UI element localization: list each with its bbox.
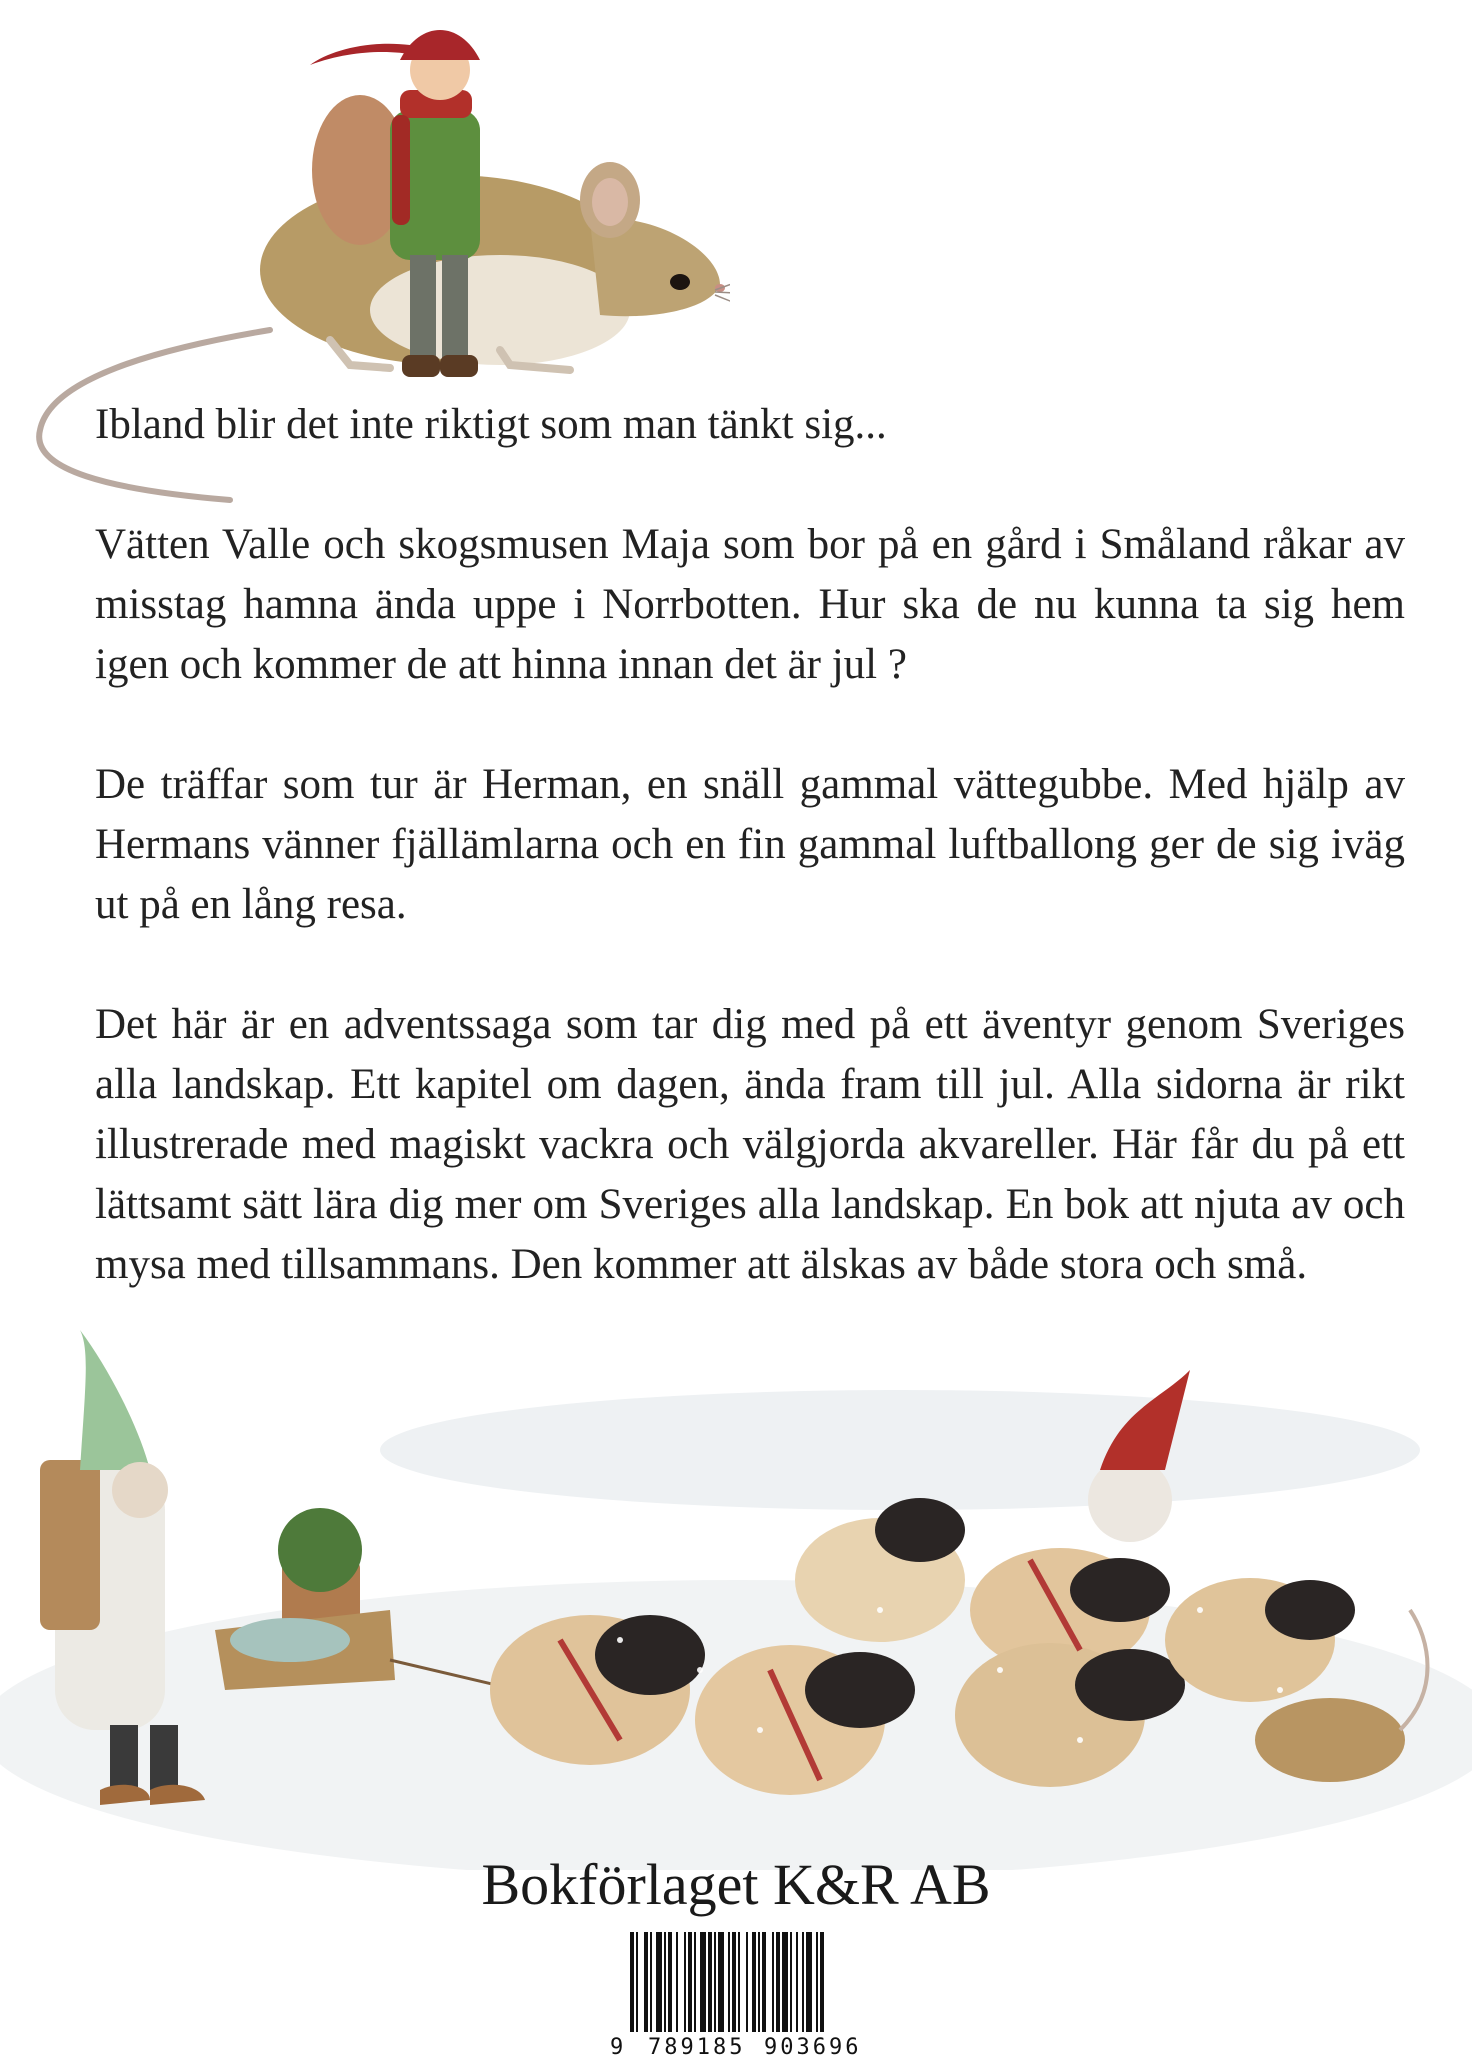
- barcode-bar: [700, 1932, 706, 2032]
- barcode-bar: [790, 1932, 792, 2032]
- lemming-sled-illustration: [0, 1310, 1472, 1870]
- barcode-bar: [796, 1932, 798, 2032]
- barcode-bars: [630, 1932, 890, 2032]
- blurb-paragraph: Vätten Valle och skogsmusen Maja som bor på en gård i Småland råkar av misstag hamna ända uppe i Norrbotten. Hur ska de nu kunna ta sig hem igen och kommer de att hinna innan det är jul ?: [95, 521, 1405, 688]
- barcode-bar: [644, 1932, 648, 2032]
- barcode-bar: [630, 1932, 634, 2032]
- isbn-left-group: 789185: [648, 2035, 746, 2060]
- barcode-bar: [718, 1932, 724, 2032]
- isbn-prefix: 9: [610, 2035, 624, 2060]
- barcode-bar: [772, 1932, 774, 2032]
- barcode-bar: [806, 1932, 812, 2032]
- barcode-bar: [676, 1932, 678, 2032]
- barcode-bar: [650, 1932, 652, 2032]
- back-cover-blurb: [95, 395, 1405, 1355]
- barcode-bar: [738, 1932, 740, 2032]
- barcode-bar: [732, 1932, 736, 2032]
- barcode-bar: [782, 1932, 788, 2032]
- barcode-bar: [762, 1932, 766, 2032]
- barcode-bar: [636, 1932, 638, 2032]
- barcode-bar: [820, 1932, 824, 2032]
- barcode-bar: [694, 1932, 696, 2032]
- barcode-bar: [664, 1932, 666, 2032]
- barcode-bar: [758, 1932, 760, 2032]
- blurb-paragraph: Ibland blir det inte riktigt som man tänkt sig...: [95, 401, 887, 448]
- barcode-bar: [708, 1932, 712, 2032]
- blurb-paragraph: De träffar som tur är Herman, en snäll gammal vättegubbe. Med hjälp av Hermans vänner fjällämlarna och en fin gammal luftballong ger de sig iväg ut på en lång resa.: [95, 761, 1405, 928]
- barcode-bar: [656, 1932, 662, 2032]
- publisher-name: Bokförlaget K&R AB: [481, 1852, 991, 1917]
- barcode-bar: [776, 1932, 780, 2032]
- barcode-bar: [802, 1932, 804, 2032]
- blurb-paragraph: Det här är en adventssaga som tar dig med på ett äventyr genom Sveriges alla landskap. Ett kapitel om dagen, ända fram till jul. Alla sidorna är rikt illustrerade med magiskt vackra och välgjorda akvareller. Här får du på ett lättsamt sätt lära dig mer om Sveriges alla landskap. En bok att njuta av och mysa med tillsammans. Den kommer att älskas av både stora och små.: [95, 1001, 1405, 1288]
- barcode-bar: [714, 1932, 716, 2032]
- barcode-bar: [752, 1932, 756, 2032]
- isbn-digits: [604, 2032, 904, 2064]
- barcode-bar: [728, 1932, 730, 2032]
- barcode-bar: [688, 1932, 692, 2032]
- barcode-bar: [816, 1932, 818, 2032]
- barcode-bar: [668, 1932, 672, 2032]
- isbn-right-group: 903696: [764, 2035, 862, 2060]
- barcode-bar: [684, 1932, 686, 2032]
- barcode-bar: [746, 1932, 748, 2032]
- isbn-barcode: [604, 1932, 904, 2064]
